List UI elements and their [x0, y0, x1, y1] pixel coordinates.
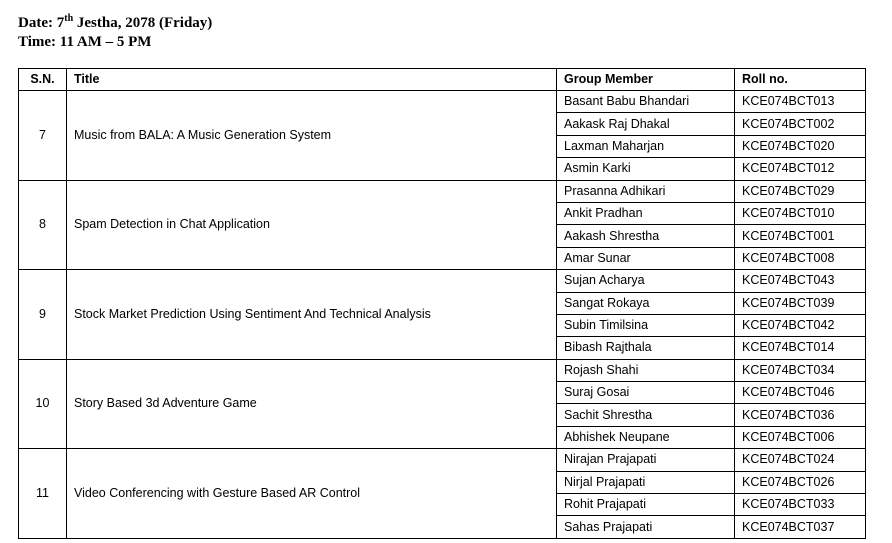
- roll-number: KCE074BCT036: [735, 404, 866, 426]
- project-title: Stock Market Prediction Using Sentiment And Technical Analysis: [67, 270, 557, 360]
- project-serial-number: 8: [19, 180, 67, 270]
- schedule-header: [18, 14, 212, 52]
- group-member-name: Abhishek Neupane: [557, 426, 735, 448]
- table-row: [19, 359, 866, 381]
- roll-number: KCE074BCT026: [735, 471, 866, 493]
- roll-number: KCE074BCT043: [735, 270, 866, 292]
- group-member-name: Subin Timilsina: [557, 314, 735, 336]
- table-row: [19, 91, 866, 113]
- project-title: Spam Detection in Chat Application: [67, 180, 557, 270]
- roll-number: KCE074BCT013: [735, 91, 866, 113]
- roll-number: KCE074BCT042: [735, 314, 866, 336]
- column-header-title: Title: [67, 69, 557, 91]
- roll-number: KCE074BCT010: [735, 202, 866, 224]
- roll-number: KCE074BCT002: [735, 113, 866, 135]
- roll-number: KCE074BCT020: [735, 135, 866, 157]
- group-member-name: Rohit Prajapati: [557, 494, 735, 516]
- time-line: Time: 11 AM – 5 PM: [18, 34, 152, 50]
- roll-number: KCE074BCT034: [735, 359, 866, 381]
- column-header-group-member: Group Member: [557, 69, 735, 91]
- group-member-name: Sangat Rokaya: [557, 292, 735, 314]
- roll-number: KCE074BCT014: [735, 337, 866, 359]
- table-row: [19, 449, 866, 471]
- project-serial-number: 11: [19, 449, 67, 539]
- schedule-body: [19, 91, 866, 539]
- schedule-table: [18, 68, 866, 539]
- project-serial-number: 10: [19, 359, 67, 449]
- group-member-name: Amar Sunar: [557, 247, 735, 269]
- group-member-name: Suraj Gosai: [557, 382, 735, 404]
- roll-number: KCE074BCT024: [735, 449, 866, 471]
- table-row: [19, 270, 866, 292]
- roll-number: KCE074BCT001: [735, 225, 866, 247]
- group-member-name: Sujan Acharya: [557, 270, 735, 292]
- roll-number: KCE074BCT008: [735, 247, 866, 269]
- group-member-name: Rojash Shahi: [557, 359, 735, 381]
- project-title: Video Conferencing with Gesture Based AR Control: [67, 449, 557, 539]
- roll-number: KCE074BCT046: [735, 382, 866, 404]
- project-serial-number: 9: [19, 270, 67, 360]
- roll-number: KCE074BCT039: [735, 292, 866, 314]
- project-title: Music from BALA: A Music Generation System: [67, 91, 557, 181]
- group-member-name: Sachit Shrestha: [557, 404, 735, 426]
- group-member-name: Aakash Shrestha: [557, 225, 735, 247]
- group-member-name: Ankit Pradhan: [557, 202, 735, 224]
- column-header-roll-no: Roll no.: [735, 69, 866, 91]
- group-member-name: Asmin Karki: [557, 158, 735, 180]
- date-ordinal: th: [64, 13, 74, 24]
- group-member-name: Nirajan Prajapati: [557, 449, 735, 471]
- group-member-name: Basant Babu Bhandari: [557, 91, 735, 113]
- group-member-name: Nirjal Prajapati: [557, 471, 735, 493]
- header-row: [19, 69, 866, 91]
- group-member-name: Sahas Prajapati: [557, 516, 735, 538]
- group-member-name: Aakask Raj Dhakal: [557, 113, 735, 135]
- roll-number: KCE074BCT033: [735, 494, 866, 516]
- roll-number: KCE074BCT006: [735, 426, 866, 448]
- table-row: [19, 180, 866, 202]
- column-header-sn: S.N.: [19, 69, 67, 91]
- date-line: [18, 14, 212, 33]
- group-member-name: Laxman Maharjan: [557, 135, 735, 157]
- date-suffix: Jestha, 2078 (Friday): [73, 15, 213, 31]
- group-member-name: Bibash Rajthala: [557, 337, 735, 359]
- roll-number: KCE074BCT029: [735, 180, 866, 202]
- roll-number: KCE074BCT037: [735, 516, 866, 538]
- roll-number: KCE074BCT012: [735, 158, 866, 180]
- project-serial-number: 7: [19, 91, 67, 181]
- project-title: Story Based 3d Adventure Game: [67, 359, 557, 449]
- group-member-name: Prasanna Adhikari: [557, 180, 735, 202]
- date-prefix: Date: 7: [18, 15, 65, 31]
